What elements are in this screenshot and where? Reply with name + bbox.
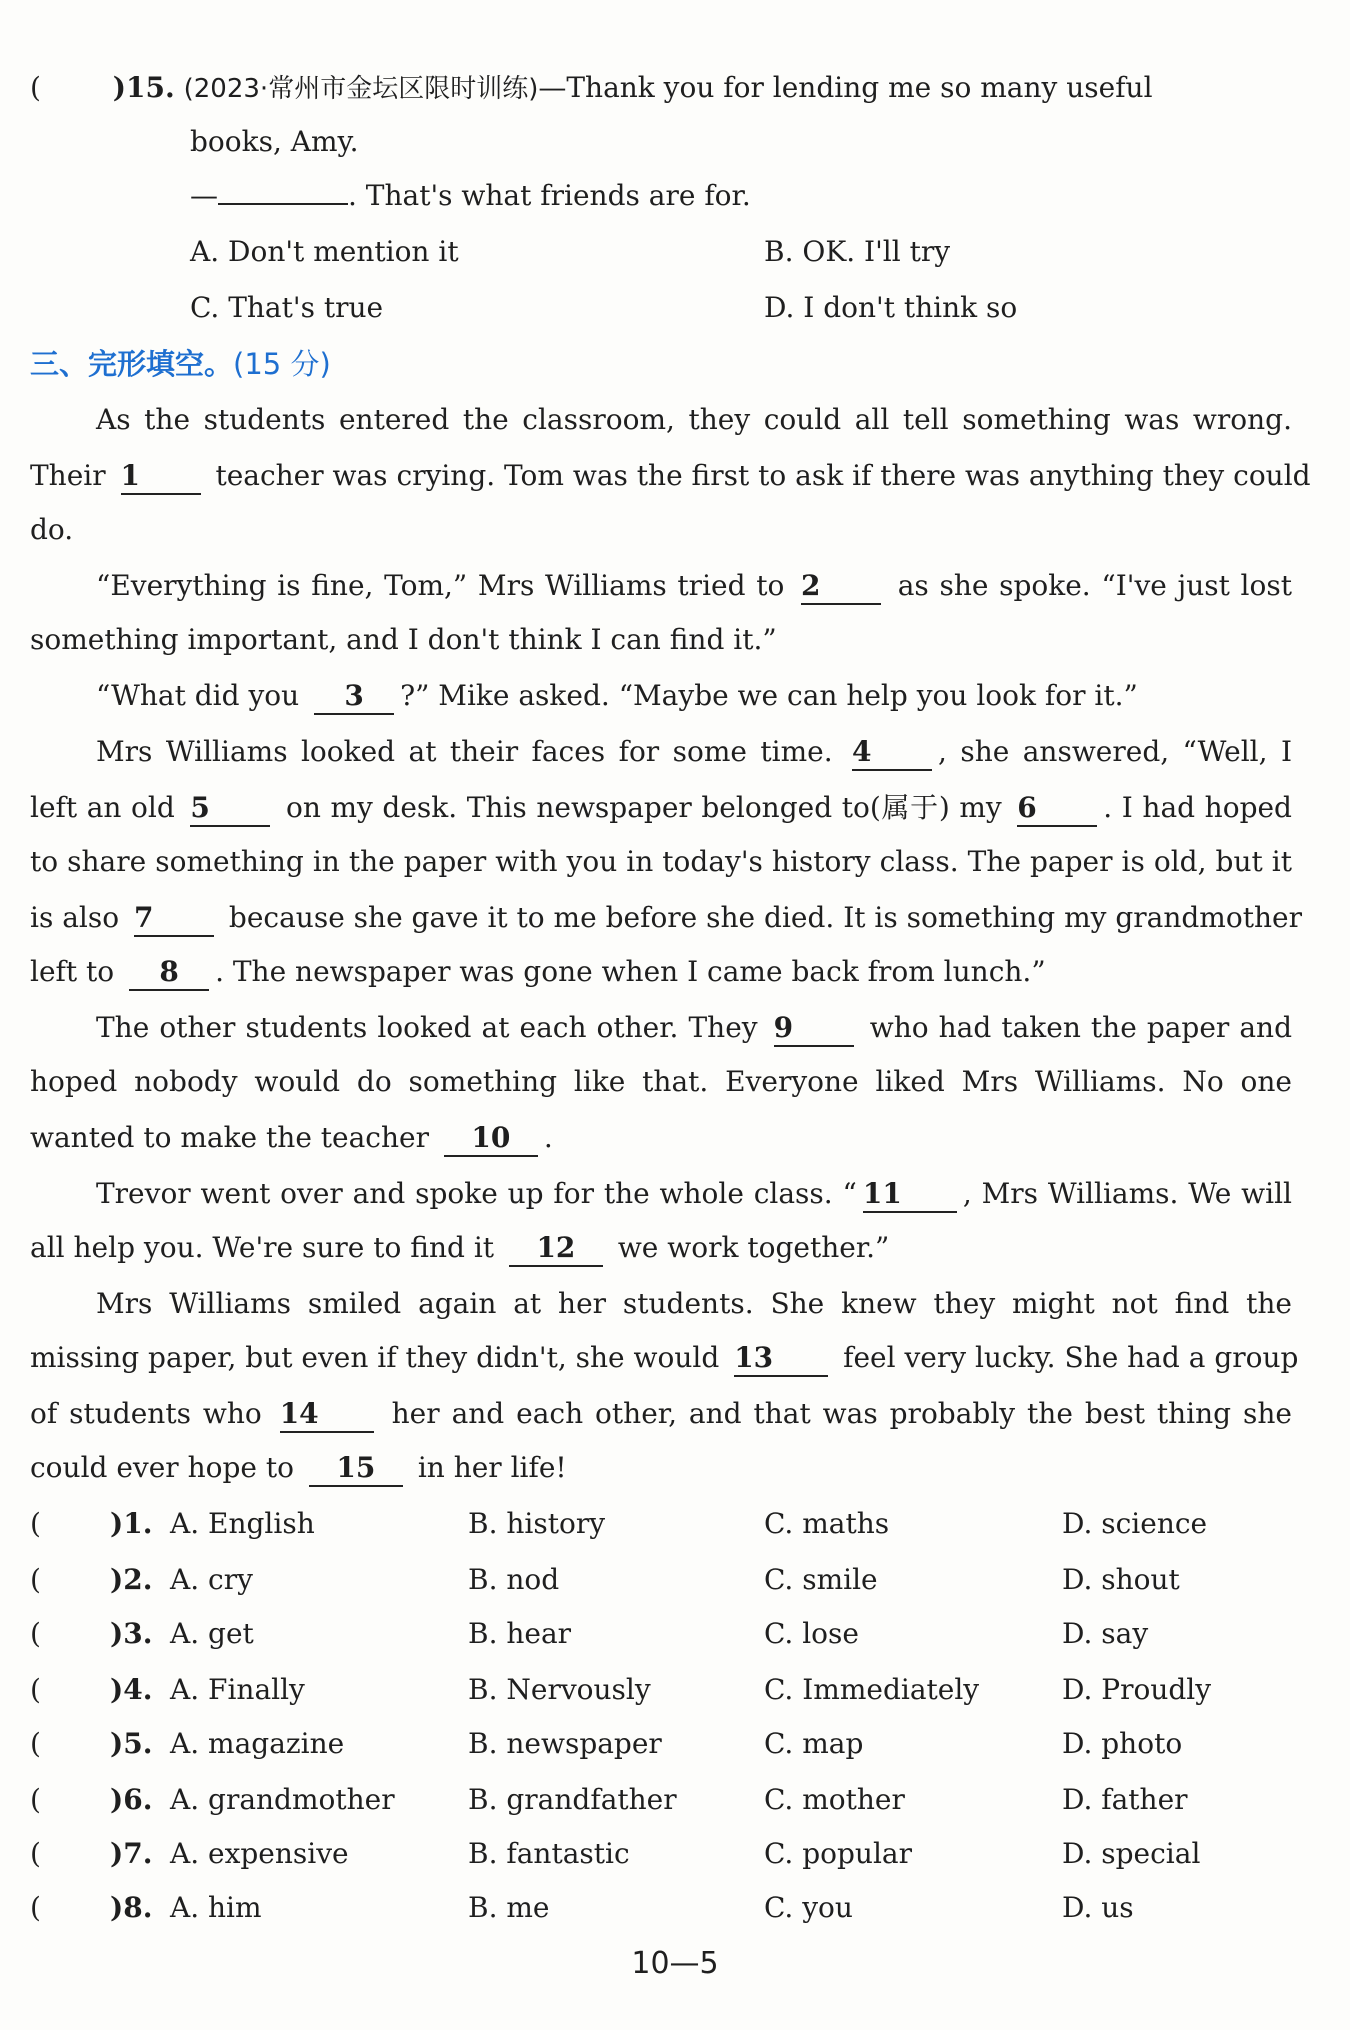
blank-10[interactable]: 10 — [444, 1121, 538, 1157]
blank-11[interactable]: 11 — [863, 1177, 957, 1213]
passage-line — [30, 1394, 1292, 1434]
passage-line — [30, 1338, 1299, 1378]
option-b: B. hear — [468, 1617, 572, 1650]
text: ?” Mike asked. “Maybe we can help you look for it.” — [400, 679, 1138, 712]
passage-line — [30, 952, 1046, 992]
text: in her life! — [417, 1451, 567, 1484]
option-a: A. Finally — [170, 1673, 305, 1706]
option-b: B. history — [468, 1507, 606, 1540]
option-b: B. newspaper — [468, 1727, 662, 1760]
passage-line — [30, 1448, 567, 1488]
q15-option-d: D. I don't think so — [764, 291, 1018, 324]
answer-paren[interactable]: ( — [30, 1727, 41, 1760]
question-number: )15. — [112, 71, 175, 104]
passage-line: do. — [30, 513, 74, 546]
option-a: A. expensive — [170, 1837, 349, 1870]
option-a: A. English — [170, 1507, 315, 1540]
text: Mrs Williams looked at their faces for some time. — [96, 735, 833, 768]
question-source: (2023·常州市金坛区限时训练) — [183, 74, 539, 104]
blank-3[interactable]: 3 — [314, 679, 394, 715]
text: wanted to make the teacher — [30, 1121, 429, 1154]
passage-line: to share something in the paper with you in today's history class. The paper is old, but it — [30, 845, 1292, 878]
blank-4[interactable]: 4 — [852, 735, 932, 771]
option-b: B. Nervously — [468, 1673, 651, 1706]
text: missing paper, but even if they didn't, she would — [30, 1341, 720, 1374]
question-row — [0, 1560, 1350, 1600]
option-a: A. get — [170, 1617, 254, 1650]
answer-paren[interactable]: ( — [30, 1783, 41, 1816]
passage-line — [30, 1228, 889, 1268]
text: . — [543, 1121, 553, 1154]
text: as she spoke. “I've just lost — [897, 569, 1292, 602]
text: , she answered, “Well, I — [938, 735, 1293, 768]
blank-6[interactable]: 6 — [1017, 791, 1097, 827]
blank-1[interactable]: 1 — [121, 459, 201, 495]
option-c: C. popular — [764, 1837, 912, 1870]
option-d: D. special — [1062, 1837, 1201, 1870]
text: her and each other, and that was probably the best thing she — [391, 1397, 1292, 1430]
text: teacher was crying. Tom was the first to ask if there was anything they could — [215, 459, 1311, 492]
passage-line: As the students entered the classroom, they could all tell something was wrong. — [96, 403, 1292, 436]
passage-line — [96, 566, 1292, 606]
passage-line: hoped nobody would do something like that. Everyone liked Mrs Williams. No one — [30, 1065, 1292, 1098]
section-points: (15 分) — [233, 347, 331, 381]
answer-paren[interactable]: ( — [30, 1673, 41, 1706]
q15-line2: books, Amy. — [190, 125, 359, 158]
blank-5[interactable]: 5 — [190, 791, 270, 827]
text: on my desk. This newspaper belonged to(属于) my — [285, 791, 1002, 824]
option-c: C. smile — [764, 1563, 878, 1596]
option-c: C. map — [764, 1727, 864, 1760]
text: The other students looked at each other. They — [96, 1011, 758, 1044]
option-a: A. cry — [170, 1563, 253, 1596]
answer-blank[interactable] — [218, 177, 348, 205]
option-a: A. grandmother — [170, 1783, 395, 1816]
question-number: )2. — [110, 1563, 153, 1596]
option-a: A. magazine — [170, 1727, 345, 1760]
answer-paren[interactable]: ( — [30, 1891, 41, 1924]
option-c: C. maths — [764, 1507, 890, 1540]
blank-8[interactable]: 8 — [129, 955, 209, 991]
section-heading — [30, 344, 331, 384]
text: Trevor went over and spoke up for the whole class. “ — [96, 1177, 857, 1210]
question-number: )4. — [110, 1673, 153, 1706]
blank-13[interactable]: 13 — [734, 1341, 828, 1377]
passage-line — [96, 1008, 1292, 1048]
option-d: D. us — [1062, 1891, 1134, 1924]
question-number: )1. — [110, 1507, 153, 1540]
text: of students who — [30, 1397, 262, 1430]
q15-option-c: C. That's true — [190, 291, 384, 324]
blank-14[interactable]: 14 — [280, 1397, 374, 1433]
text: because she gave it to me before she died. It is something my grandmother — [228, 901, 1302, 934]
answer-paren[interactable]: ( — [30, 1563, 41, 1596]
option-c: C. lose — [764, 1617, 859, 1650]
question-row — [0, 1504, 1350, 1544]
passage-line: Mrs Williams smiled again at her students. She knew they might not find the — [96, 1287, 1292, 1320]
section-title: 三、完形填空。 — [30, 347, 234, 381]
question-number: )8. — [110, 1891, 153, 1924]
q15-option-a: A. Don't mention it — [190, 235, 459, 268]
option-d: D. shout — [1062, 1563, 1180, 1596]
passage-line: something important, and I don't think I can find it.” — [30, 623, 777, 656]
option-b: B. me — [468, 1891, 550, 1924]
text: could ever hope to — [30, 1451, 294, 1484]
option-d: D. photo — [1062, 1727, 1183, 1760]
option-a: A. him — [170, 1891, 262, 1924]
question-text: . That's what friends are for. — [348, 179, 751, 212]
text: . I had hoped — [1103, 791, 1292, 824]
passage-line — [30, 788, 1292, 828]
passage-line — [30, 898, 1302, 938]
question-row — [0, 1724, 1350, 1764]
question-number: )5. — [110, 1727, 153, 1760]
text: left to — [30, 955, 115, 988]
question-row — [0, 1670, 1350, 1710]
answer-paren[interactable]: ( — [30, 71, 41, 104]
text: who had taken the paper and — [869, 1011, 1293, 1044]
answer-paren[interactable]: ( — [30, 1617, 41, 1650]
passage-line — [30, 456, 1311, 496]
answer-paren[interactable]: ( — [30, 1837, 41, 1870]
question-row — [0, 1834, 1350, 1874]
option-b: B. grandfather — [468, 1783, 677, 1816]
question-row — [0, 1780, 1350, 1820]
option-c: C. mother — [764, 1783, 905, 1816]
blank-15[interactable]: 15 — [309, 1451, 403, 1487]
question-row — [0, 1888, 1350, 1928]
q15-line1 — [30, 68, 1292, 109]
q15-option-b: B. OK. I'll try — [764, 235, 951, 268]
passage-line — [96, 676, 1138, 716]
blank-2[interactable]: 2 — [801, 569, 881, 605]
text: we work together.” — [617, 1231, 890, 1264]
question-number: )3. — [110, 1617, 153, 1650]
text: all help you. We're sure to find it — [30, 1231, 495, 1264]
option-b: B. nod — [468, 1563, 560, 1596]
option-d: D. father — [1062, 1783, 1188, 1816]
text: , Mrs Williams. We will — [962, 1177, 1292, 1210]
blank-9[interactable]: 9 — [774, 1011, 854, 1047]
passage-line — [96, 732, 1292, 772]
option-d: D. say — [1062, 1617, 1149, 1650]
text: left an old — [30, 791, 175, 824]
text: “Everything is fine, Tom,” Mrs Williams tried to — [96, 569, 785, 602]
q15-line3 — [190, 176, 751, 216]
option-b: B. fantastic — [468, 1837, 630, 1870]
page-number: 10—5 — [631, 1946, 719, 1981]
dash: — — [190, 179, 218, 212]
option-c: C. Immediately — [764, 1673, 980, 1706]
text: . The newspaper was gone when I came back from lunch.” — [215, 955, 1046, 988]
option-d: D. science — [1062, 1507, 1208, 1540]
option-c: C. you — [764, 1891, 853, 1924]
question-text: —Thank you for lending me so many useful — [538, 71, 1153, 104]
text: Their — [30, 459, 106, 492]
question-number: )7. — [110, 1837, 153, 1870]
blank-12[interactable]: 12 — [509, 1231, 603, 1267]
passage-line — [30, 1118, 553, 1158]
question-row — [0, 1614, 1350, 1654]
passage-line — [96, 1174, 1292, 1214]
text: is also — [30, 901, 120, 934]
text: feel very lucky. She had a group — [843, 1341, 1299, 1374]
answer-paren[interactable]: ( — [30, 1507, 41, 1540]
text: “What did you — [96, 679, 300, 712]
option-d: D. Proudly — [1062, 1673, 1212, 1706]
question-number: )6. — [110, 1783, 153, 1816]
blank-7[interactable]: 7 — [134, 901, 214, 937]
